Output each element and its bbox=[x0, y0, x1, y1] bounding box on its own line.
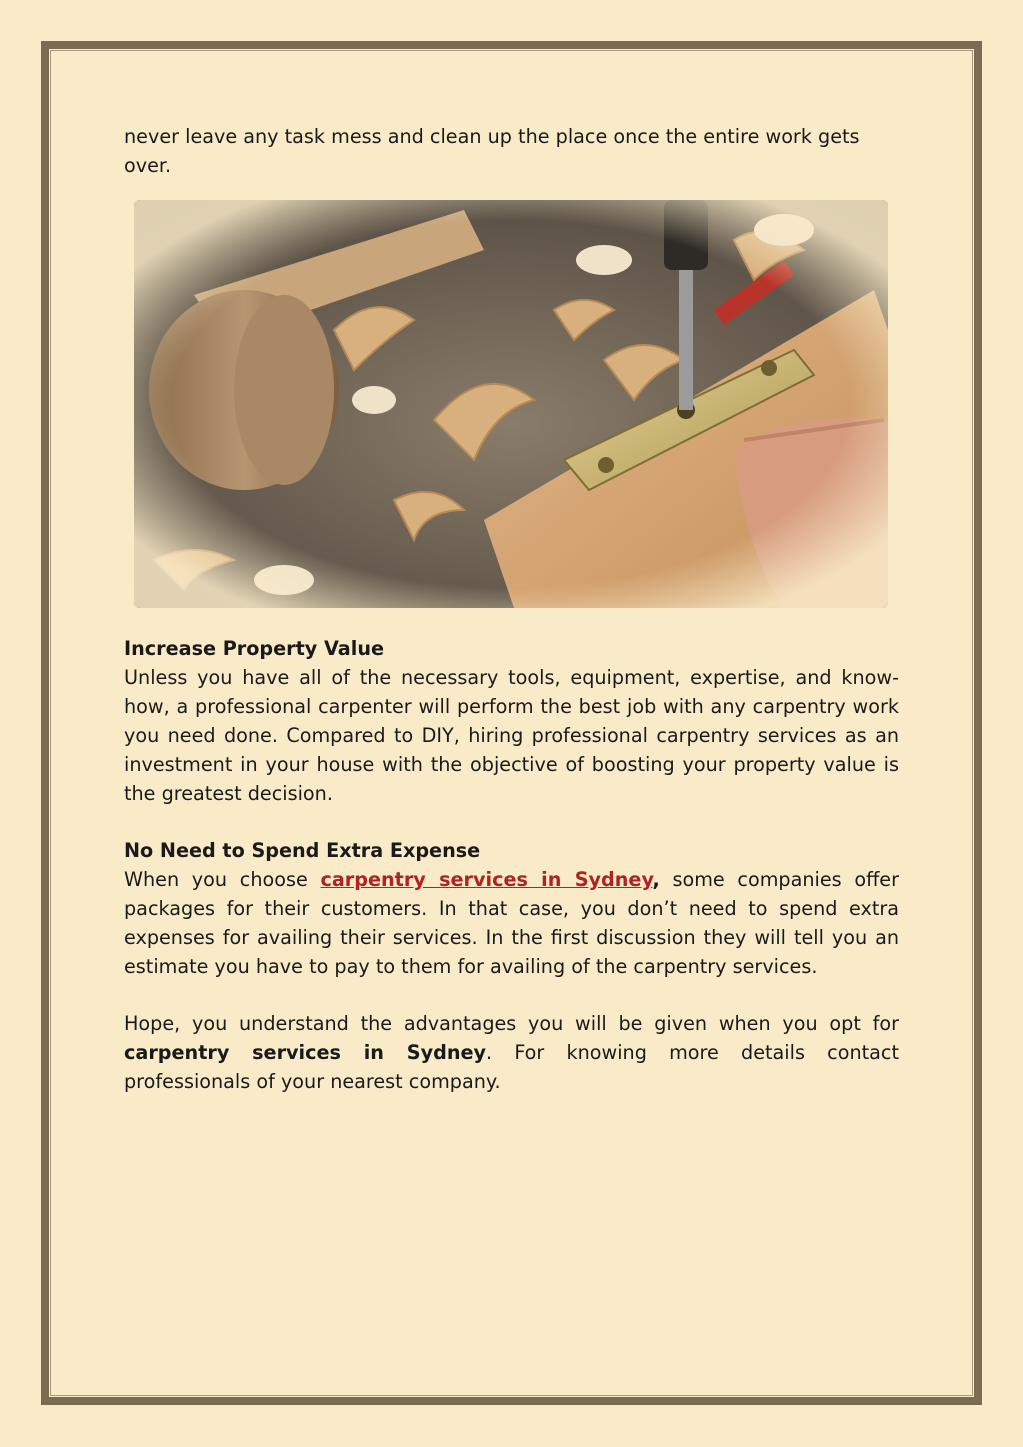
closing-rest: . For knowing more details contact professionals of your nearest company. bbox=[124, 1041, 899, 1093]
closing-paragraph bbox=[124, 1009, 899, 1096]
carpentry-photo bbox=[134, 200, 888, 608]
section-body: Unless you have all of the necessary tools, equipment, expertise, and know-how, a professional carpenter will perform the best job with any carpentry work you need done. Compared to DIY, hiring professional carpentry services as an investment in your house with the objective of boosting your property value is the greatest decision. bbox=[124, 666, 899, 805]
section-heading: Increase Property Value bbox=[124, 637, 384, 660]
link-comma: , bbox=[652, 868, 660, 891]
section-body bbox=[124, 865, 899, 981]
carpentry-services-link[interactable]: carpentry services in Sydney bbox=[320, 868, 653, 891]
section-increase-property-value bbox=[124, 634, 899, 808]
intro-paragraph bbox=[124, 122, 899, 180]
carpentry-photo-image bbox=[134, 200, 888, 608]
body-lead: When you choose bbox=[124, 868, 321, 891]
intro-text: never leave any task mess and clean up the place once the entire work gets over. bbox=[124, 125, 860, 177]
body-rest: some companies offer packages for their customers. In that case, you don’t need to spend extra expenses for availing their services. In the first discussion they will tell you an estimate you have to pay to them for availing of the carpentry services. bbox=[124, 868, 899, 978]
section-no-extra-expense bbox=[124, 836, 899, 981]
closing-lead: Hope, you understand the advantages you will be given when you opt for bbox=[124, 1012, 899, 1035]
closing-text bbox=[124, 1009, 899, 1096]
closing-bold-keyword: carpentry services in Sydney bbox=[124, 1041, 486, 1064]
section-heading: No Need to Spend Extra Expense bbox=[124, 839, 481, 862]
